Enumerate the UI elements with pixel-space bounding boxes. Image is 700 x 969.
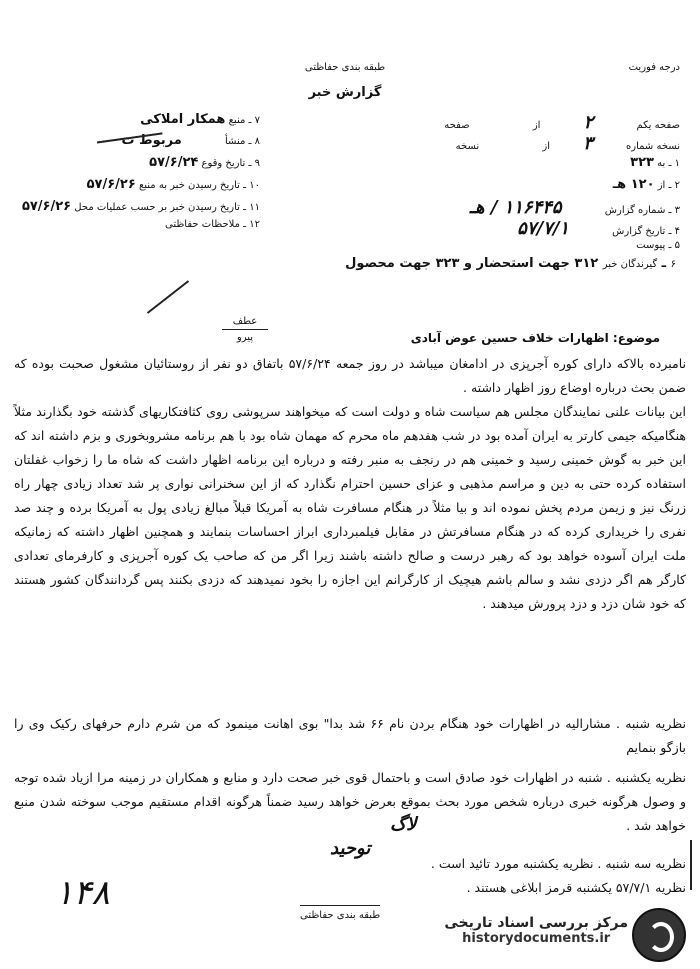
hand-slash-mark [147, 280, 189, 314]
watermark [444, 915, 628, 946]
meta-right-copy: نسخه شماره ۳ از نسخه [455, 133, 680, 154]
meta-left-7-value: همکار املاکی [140, 112, 226, 127]
meta-right-from: ۲ ـ از ۱۲۰ هـ [612, 177, 680, 192]
paragraph-opinion-1: نظریه شنبه . مشارالیه در اظهارات خود هنگام بردن نام ۶۶ شد بدا" بوی اهانت مینمود که من شرم دارم حرفهای رکیک وی را بازگو بنمایم [14, 716, 686, 755]
meta-left-9: ۹ ـ تاریخ وقوع ۵۷/۶/۲۴ [149, 155, 260, 170]
report-no-value: ۱۱۶۴۴۵ / هـ [469, 197, 562, 218]
meta-left-11: ۱۱ ـ تاریخ رسیدن خبر بر حسب عملیات محل ۵۷/۶/۲۶ [21, 199, 260, 214]
recipients-value: ۳۱۲ جهت استحضار و ۳۲۳ جهت محصول [345, 256, 599, 271]
meta-right-to-value: ۳۲۳ [630, 155, 654, 170]
meta-right-report-no: ۳ ـ شماره گزارش ۱۱۶۴۴۵ / هـ [469, 197, 680, 218]
meta-right-attachment: ۵ ـ پیوست [636, 240, 680, 251]
history-documents-logo-icon [632, 908, 686, 962]
watermark-url: historydocuments.ir [462, 931, 611, 946]
meta-left-8: ۸ ـ منشأ مربوط ت [121, 133, 260, 148]
meta-left-9-value: ۵۷/۶/۲۴ [149, 155, 199, 170]
meta-right-to: ۱ ـ به ۳۲۳ [630, 155, 680, 170]
report-date-value: ۵۷/۷/۱ [517, 218, 569, 239]
meta-left-10-value: ۵۷/۶/۲۶ [86, 177, 136, 192]
handwritten-signature-2: توحید [330, 838, 371, 859]
header-center [270, 62, 420, 100]
watermark-persian: مرکز بررسی اسناد تاریخی [444, 915, 628, 931]
paragraph-statements: این بیانات علنی نمایندگان مجلس هم سیاست شاه و دولت است که میخواهند سرپوشی روی کثافتکاریهای گذشته خود بگذارند مثلاً هنگامیکه جیمی کارتر به ایران آمده بود در شب هفدهم ماه محرم که مهمان شاه بود با هم برنامه مشروبخوری و بزم داشته اند که این خبر به گوش خمینی رسید و خمینی هم در رنجف به منبر رفته و درباره این برنامه اظهار داشت که شاه ما را زخواب غفلتان استفاده کرده حتی به دین و مراسم مذهبی و عزای حسین احترام نگذارد که از این سخنرانی نواری پر شد تعداد زیادی چهار راه زرنگ نیز و زیمن مردم پخش نموده اند و بیا مثلاً در هنگام مسافرت شاه به آمریکا قبلاً مبالغ زیادی پول به آمریکا برده و چند صد نفری را خریداری کرده که در هنگام مسافرتش در مقابل فیلمبرداری ابراز احساسات بنمایند و همچنین اظهار داشته که زمانیکه ملت ایران آسوده خواهد بود که رهبر درست و صالح داشته باشند زیرا اگر من که صاحب یک کوره آجرپزی و کارفرمای تعدادی کارگر هم اگر دزدی نشد و سالم باشم هیچیک از کارگرانم این اجازه را بخود نمیدهند که دزدی بکنند پس گردانندگان کشور هستند که خود شان دزد و دزد پرورش میدهند . [14, 404, 686, 611]
meta-left-7: ۷ ـ منبع همکار املاکی [140, 112, 260, 127]
paragraph-opinion-4: نظریه ۵۷/۷/۱ یکشنبه قرمز ابلاغی هستند . [466, 880, 686, 895]
meta-right-page: صفحه یکم ۲ از صفحه [444, 112, 680, 133]
recipients: ۶ ـ گیرندگان خبر ۳۱۲ جهت استحضار و ۳۲۳ جهت محصول [345, 256, 676, 271]
followup-label: پیرو [222, 329, 268, 343]
meta-left-11-value: ۵۷/۶/۲۶ [21, 199, 72, 214]
paragraph-opinion-3: نظریه سه شنبه . نظریه یکشنبه مورد تائید است . [430, 856, 686, 871]
footer-classification: طبقه بندی حفاظتی [300, 905, 380, 921]
paragraph-opinion-2: نظریه یکشنبه . شنبه در اظهارات خود صادق است و باحتمال قوی خبر صحت دارد و منابع و همکاران در زمینه مرا ازیاد شده توجه و وصول هرگونه خبری درباره شخص مورد بحث بموقع بعرض خواهد رسید ضمناً هرگونه اقدام مستقیم موجب سوخته شدن منبع خواهد شد . [14, 770, 686, 833]
meta-right-report-date: ۴ ـ تاریخ گزارش ۵۷/۷/۱ [517, 218, 680, 239]
meta-left-10: ۱۰ ـ تاریخ رسیدن خبر به منبع ۵۷/۶/۲۶ [86, 177, 260, 192]
reference-box [222, 316, 268, 343]
classification-label: طبقه بندی حفاظتی [304, 62, 386, 73]
subject-line: موضوع: اظهارات خلاف حسین عوض آبادی [410, 331, 660, 345]
meta-right-from-value: ۱۲۰ هـ [612, 177, 655, 192]
paragraph-intro: نامبرده بالاکه دارای کوره آجرپزی در ادامغان میباشد در روز جمعه ۵۷/۶/۲۴ باتفاق دو نفر از روستائیان مشغول صحبت بوده که ضمن بحث درباره اوضاع روز اظهار داشته . [14, 356, 686, 395]
handwritten-signature-1: لاگ [390, 814, 417, 835]
handwritten-page-number: ۱۴۸ [55, 873, 110, 913]
document-title: گزارش خبر [308, 85, 382, 100]
meta-left-12: ۱۲ ـ ملاحظات حفاظتی [165, 219, 260, 230]
priority-label: درجه فوریت [628, 62, 680, 73]
reference-label: عطف [232, 316, 258, 327]
margin-bracket [686, 840, 692, 890]
meta-left-8-value: مربوط ت [121, 133, 182, 148]
